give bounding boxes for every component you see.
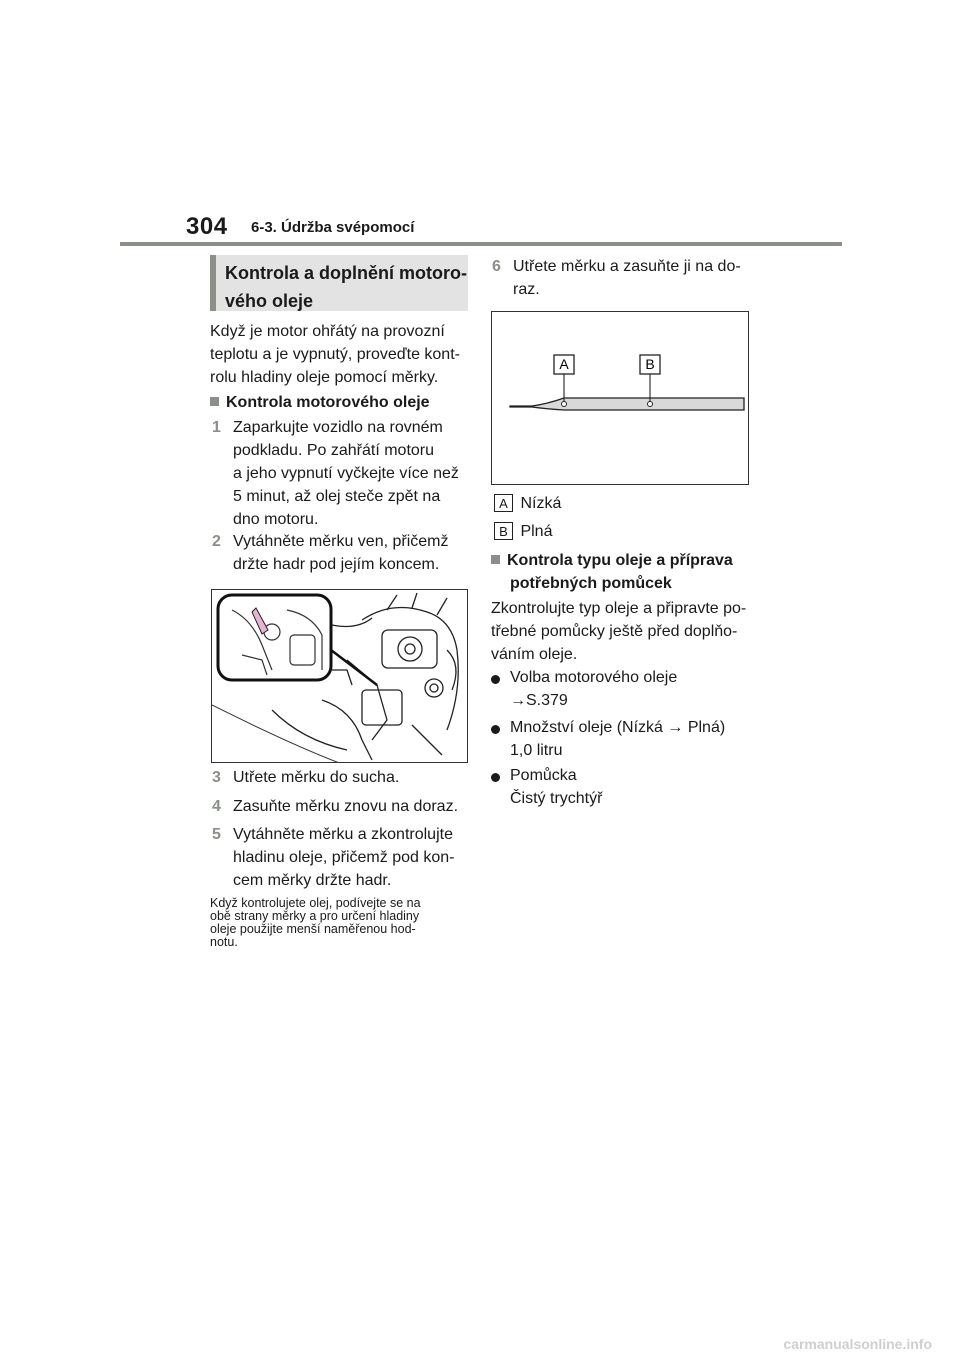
section-heading xyxy=(210,255,468,311)
bullet-oil-quantity: Množství oleje (Nízká → Plná) 1,0 litru xyxy=(491,716,725,762)
watermark-logo: carmanualsonline.info xyxy=(783,1336,932,1352)
engine-bay-drawing xyxy=(212,590,468,763)
step-4: 4 Zasuňte měrku znovu na doraz. xyxy=(212,795,458,818)
dipstick-label-b: B xyxy=(645,356,655,372)
step-number: 5 xyxy=(212,826,221,843)
section-title-line2: vého oleje xyxy=(225,291,314,311)
step-2: 2 Vytáhněte měrku ven, přičemž držte hadr pod jejím koncem. xyxy=(212,530,449,576)
section-title-line1: Kontrola a doplnění motoro- xyxy=(225,263,467,283)
engine-bay-illustration xyxy=(211,589,468,763)
page-number: 304 xyxy=(186,213,228,240)
chapter-title: 6-3. Údržba svépomocí xyxy=(251,219,415,236)
square-bullet-icon xyxy=(491,555,500,564)
intro-line: Když je motor ohřátý na provozní xyxy=(210,323,445,340)
bullet-dot-icon xyxy=(491,725,500,734)
dipstick-drawing xyxy=(492,312,749,485)
step-number: 1 xyxy=(212,419,221,436)
bullet-dot-icon xyxy=(491,773,500,782)
step-5: 5 Vytáhněte měrku a zkontrolujte hladinu oleje, přičemž pod kon- cem měrky držte hadr. xyxy=(212,823,454,892)
oil-type-paragraph: Zkontrolujte typ oleje a připravte po- třebné pomůcky ještě před doplňo- váním oleje. xyxy=(491,600,747,663)
legend-key: A xyxy=(494,494,513,512)
step-1: 1 Zaparkujte vozidlo na rovném podkladu. Po zahřátí motoru a jeho vypnutí vyčkejte více než 5 minut, až olej steče zpět na dno motoru. xyxy=(212,416,459,531)
step-6: 6 Utřete měrku a zasuňte ji na do- raz. xyxy=(492,255,741,301)
dipstick-illustration xyxy=(491,311,749,485)
bullet-oil-choice: Volba motorového oleje →S.379 xyxy=(491,666,677,712)
dipstick-label-a: A xyxy=(559,356,569,372)
subheading-oil-check: Kontrola motorového oleje xyxy=(210,391,430,414)
note-paragraph: Když kontrolujete olej, podívejte se na obě strany měrky a pro určení hladiny oleje použijte menší naměřenou hod- notu. xyxy=(210,896,421,949)
square-bullet-icon xyxy=(210,397,219,406)
intro-paragraph xyxy=(210,320,460,389)
intro-line: rolu hladiny oleje pomocí měrky. xyxy=(210,369,439,386)
legend-item-a: A Nízká xyxy=(494,492,561,515)
step-number: 6 xyxy=(492,258,501,275)
intro-line: teplotu a je vypnutý, proveďte kont- xyxy=(210,346,460,363)
bullet-dot-icon xyxy=(491,675,500,684)
subheading-oil-type: Kontrola typu oleje a příprava potřebných pomůcek xyxy=(491,549,733,595)
header-rule xyxy=(120,242,842,246)
bullet-tool: Pomůcka Čistý trychtýř xyxy=(491,764,602,810)
legend-key: B xyxy=(494,522,513,540)
page-reference-link[interactable]: →S.379 xyxy=(510,692,568,709)
step-3: 3 Utřete měrku do sucha. xyxy=(212,766,399,789)
step-number: 3 xyxy=(212,769,221,786)
legend-item-b: B Plná xyxy=(494,520,552,543)
step-number: 2 xyxy=(212,533,221,550)
step-number: 4 xyxy=(212,798,221,815)
